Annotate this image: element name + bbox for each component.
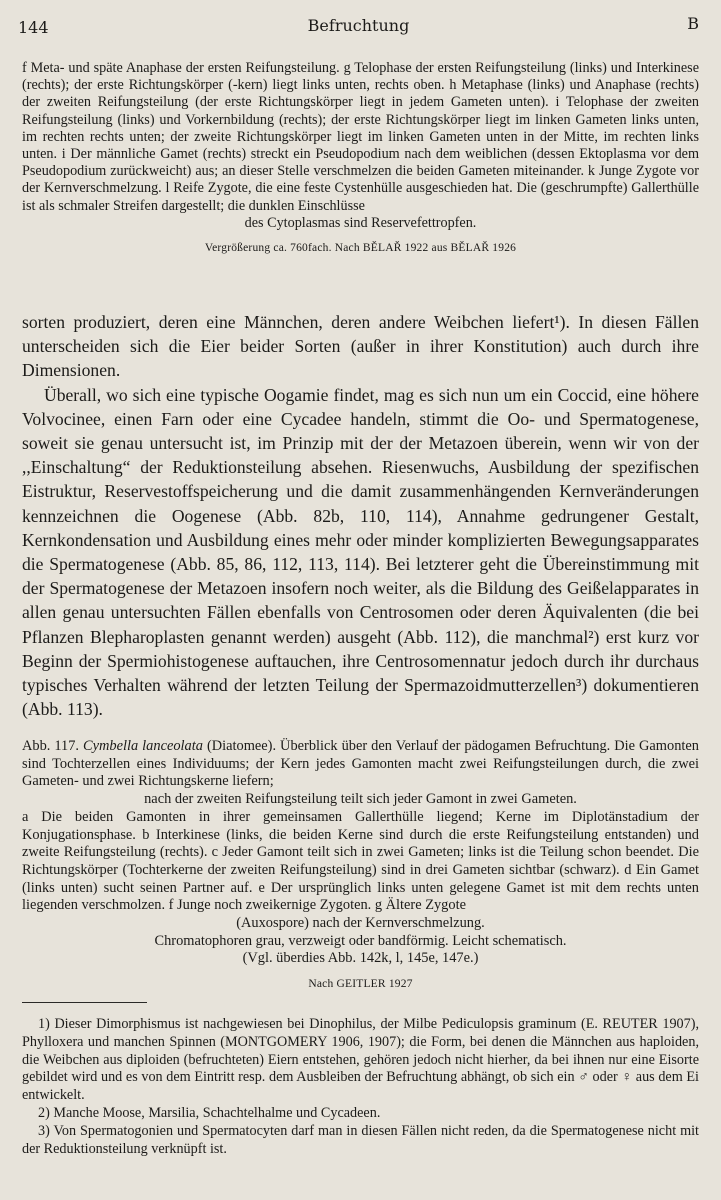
footnote-rule <box>22 1002 147 1003</box>
caption-line-3: Chromatophoren grau, verzweigt oder bandförmig. Leicht schematisch. <box>154 932 567 949</box>
caption-detail: a Die beiden Gamonten in ihrer gemeinsamen Gallerthülle liegend; Kerne im Diplotänstadium der Konjugationsphase. b Interkinese (links, die beiden Kerne sind durch die erste Reifungsteilung entstanden) und zweite Reifungsteilung (rechts). c Jeder Gamont teilt sich in zwei Gameten; links ist die Teilung schon beendet. Die Richtungskörper (Tochterkerne der zweiten Reifungsteilung) sind in drei Gameten sichtbar (schwarz). d Ein Gamet (links unten) sucht seinen Partner auf. e Der ursprünglich links unten gelegene Gamet ist mit dem rechts unten liegenden verschmolzen. f Junge noch zweikernige Zygoten. g Ältere Zygote <box>22 808 699 914</box>
page-header <box>18 14 699 40</box>
caption-text: f Meta- und späte Anaphase der ersten Reifungsteilung. g Telophase der ersten Reifungsteilung (links) und Interkinese (rechts); der erste Richtungskörper (-kern) liegt links unten, rechts oben. h Metaphase (links) und Anaphase (rechts) der zweiten Reifungsteilung (der erste Richtungskörper liegt in jedem Gameten unten). i Telophase der zweiten Reifungsteilung (links) und Vorkernbildung (rechts); der erste Richtungskörper liegt im linken Gameten links unten, im rechten rechts unten; der zweite Richtungskörper liegt im linken Gameten unten in der Mitte, im rechten links unten. i Der männliche Gamet (rechts) streckt ein Pseudopodium nach dem weiblichen (dessen Ektoplasma vor dem Pseudopodium zurückweicht) aus; an dieser Stelle verschmelzen die beiden Gameten miteinander. k Junge Zygote vor der Kernverschmelzung. l Reife Zygote, die eine feste Cystenhülle ausgeschieden hat. Die (geschrumpfte) Gallerthülle ist als schmaler Streifen dargestellt; die dunklen Einschlüsse <box>22 60 699 214</box>
caption-line-4: (Vgl. überdies Abb. 142k, l, 145e, 147e.) <box>242 950 479 967</box>
caption-intro <box>22 738 699 791</box>
paragraph-1: sorten produziert, deren eine Männchen, deren andere Weibchen liefert¹). In diesen Fällen unterscheiden sich die Eier beider Sorten (außer in ihrer Konstitution) auch durch ihre Dimensionen. <box>22 312 699 381</box>
caption-intro-last: nach der zweiten Reifungsteilung teilt sich jeder Gamont in zwei Gameten. <box>144 791 577 808</box>
figure-caption-117 <box>22 738 699 994</box>
footnote-3: 3) Von Spermatogonien und Spermatocyten darf man in diesen Fällen nicht reden, da die Spermatogenese nicht mit der Reduktionsteilung verknüpft ist. <box>22 1122 699 1157</box>
caption-last-line: des Cytoplasmas sind Reservefettropfen. <box>244 214 477 231</box>
figure-credit-117: Nach GEITLER 1927 <box>308 978 413 991</box>
caption-line-2: (Auxospore) nach der Kernverschmelzung. <box>236 915 485 932</box>
footnote-2: 2) Manche Moose, Marsilia, Schachtelhalme und Cycadeen. <box>38 1104 381 1121</box>
running-head: Befruchtung <box>307 16 410 35</box>
figure-label: Abb. 117. <box>22 738 80 754</box>
footnotes <box>22 1016 699 1158</box>
paragraph-2: Überall, wo sich eine typische Oogamie findet, mag es sich nun um ein Coccid, eine höhere Volvocinee, einen Farn oder eine Cycadee handeln, stimmt die Oo- und Spermatogenese, soweit sie genau untersucht ist, im Prinzip mit der der Metazoen überein, wenn wir von der ,,Einschaltung“ der Reduktionsteilung absehen. Riesenwuchs, Ausbildung der spezifischen Eistruktur, Reservestoffspeicherung und die damit zusammenhängenden Kernveränderungen kennzeichnen die Oogenese (Abb. 82b, 110, 114), Annahme gedrungener Gestalt, Kernkondensation und Ausbildung eines mehr oder minder komplizierten Bewegungsapparates die Spermatogenese (Abb. 85, 86, 112, 113, 114). Bei letzterer geht die Übereinstimmung mit der Spermatogenese der Metazoen insofern noch weiter, als die Bildung des Geißelapparates in allen genau untersuchten Fällen ebenfalls von Centrosomen oder deren Äquivalenten (die bei Pflanzen Blepharoplasten genannt werden) ausgeht (Abb. 112), die manchmal²) erst kurz vor Beginn der Spermiohistogenese auftauchen, ihre Centrosomennatur jedoch durch ihr durchaus typisches Verhalten während der letzten Teilung der Spermazoidmutterzellen³) dokumentieren (Abb. 113). <box>22 384 699 720</box>
caption-intro-text: (Diatomee). Überblick über den Verlauf der pädogamen Befruchtung. Die Gamonten sind Tochterzellen eines Individuums; der Kern jedes Gamonten macht zwei Reifungsteilungen durch, die zwei Gameten- und zwei Richtungskerne liefern; <box>22 738 699 790</box>
body-text <box>22 310 699 721</box>
section-letter: B <box>687 14 699 33</box>
footnote-1: 1) Dieser Dimorphismus ist nachgewiesen bei Dinophilus, der Milbe Pediculopsis graminum (E. REUTER 1907), Phylloxera und manchen Spinnen (MONTGOMERY 1906, 1907); die Form, bei denen die Männchen aus haploiden, die Weibchen aus diploiden (befruchteten) Eiern entstehen, gehören jedoch nicht hierher, da bei ihnen nur eine Eisorte gebildet wird und es von dem Eintritt resp. dem Ausbleiben der Befruchtung abhängt, ob sich ein ♂ oder ♀ aus dem Ei entwickelt. <box>22 1016 699 1104</box>
page-number: 144 <box>18 18 49 37</box>
figure-caption-continued <box>22 60 699 257</box>
species-name: Cymbella lanceolata <box>83 738 203 754</box>
figure-credit: Vergrößerung ca. 760fach. Nach BĚLAŘ 1922 aus BĚLAŘ 1926 <box>204 242 517 255</box>
